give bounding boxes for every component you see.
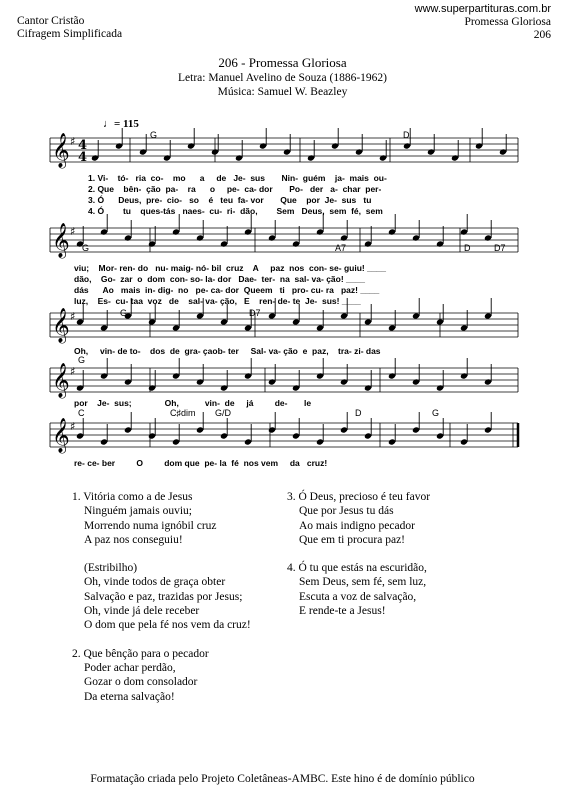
lyric-line: 2. Que bên- ção pa- ra o pe- ca- dor Po- der a- char per- <box>88 184 382 194</box>
lyric-line: luz, Es- cu- taa voz de sal- va- ção, E ren- de- te Je- sus! ____ <box>74 296 361 306</box>
treble-clef-icon: 𝄞 <box>52 363 70 398</box>
chord-symbol: D7 <box>249 308 261 318</box>
lyric-line: re- ce- ber O dom que pe- la fé nos vem da cruz! <box>74 458 328 468</box>
verses-left-column <box>72 490 251 718</box>
verse-line: Gozar o dom consolador <box>84 676 198 689</box>
verse-block <box>72 490 251 547</box>
footer-note: Formatação criada pelo Projeto Coletâneas-AMBC. Este hino é de domínio público <box>90 773 475 785</box>
chord-symbol: D7 <box>494 243 506 253</box>
lyric-line: 3. Ó Deus, pre- cio- so é teu fa- vor Que por Je- sus tu <box>88 195 372 205</box>
chord-symbol: C♯dim <box>170 408 196 418</box>
verse-line: Ao mais indigno pecador <box>299 519 415 532</box>
verse-line: Morrendo numa ignóbil cruz <box>84 519 217 532</box>
treble-clef-icon: 𝄞 <box>52 133 70 168</box>
chord-symbol: G <box>78 355 86 365</box>
sharp-icon: ♯ <box>70 310 76 323</box>
chord-symbol: D <box>403 130 410 140</box>
verse-line: Oh, vinde já dele receber <box>84 605 200 618</box>
page-title: 206 - Promessa Gloriosa <box>218 55 347 70</box>
sharp-icon: ♯ <box>70 135 76 148</box>
lyric-line: Oh, vin- de to- dos de gra- çaob- ter Sal- va- ção e paz, tra- zi- das <box>74 346 381 356</box>
treble-clef-icon: 𝄞 <box>52 223 70 258</box>
sharp-icon: ♯ <box>70 225 76 238</box>
verse-line: 2. Que bênção para o pecador <box>72 647 209 660</box>
verse-block <box>72 647 251 704</box>
verse-line: Escuta a voz de salvação, <box>299 590 417 603</box>
svg-text:4: 4 <box>78 150 88 165</box>
chord-symbol: A7 <box>335 243 347 253</box>
verse-line: E rende-te a Jesus! <box>299 605 386 618</box>
verse-line: A paz nos conseguiu! <box>84 533 183 546</box>
sharp-icon: ♯ <box>70 365 76 378</box>
lyric-line: viu; Mor- ren- do nu- maig- nó- bil cruz A paz nos con- se- guiu! ____ <box>74 263 386 273</box>
sharp-icon: ♯ <box>70 420 76 433</box>
lyric-line: por Je- sus; Oh, vin- de já de- le <box>74 398 312 408</box>
verse-block <box>72 561 251 632</box>
svg-text:4: 4 <box>78 138 88 153</box>
hymnal-name: Cantor Cristão <box>17 15 85 27</box>
chord-symbol: G <box>432 408 440 418</box>
tempo-marking: ♩= 115 <box>103 118 139 130</box>
treble-clef-icon: 𝄞 <box>52 308 70 343</box>
verse-line: 3. Ó Deus, precioso é teu favor <box>287 491 431 503</box>
verse-line: Que por Jesus tu dás <box>299 505 394 518</box>
verse-line: Salvação e paz, trazidas por Jesus; <box>84 590 243 603</box>
chord-symbol: G <box>82 243 90 253</box>
chord-symbol: G <box>120 308 128 318</box>
verse-line: 4. Ó tu que estás na escuridão, <box>287 562 427 575</box>
verse-block <box>287 490 430 547</box>
chord-symbol: D <box>355 408 362 418</box>
verse-line: Da eterna salvação! <box>84 690 175 703</box>
verses-right-column <box>287 490 430 632</box>
verse-line: 1. Vitória como a de Jesus <box>72 491 193 503</box>
header-number: 206 <box>533 29 551 41</box>
header-song-title: Promessa Gloriosa <box>464 16 551 28</box>
chord-symbol: G <box>150 130 158 140</box>
edition-name: Cifragem Simplificada <box>17 28 123 40</box>
treble-clef-icon: 𝄞 <box>52 418 70 453</box>
lyricist-credit: Letra: Manuel Avelino de Souza (1886-1962) <box>178 72 387 84</box>
lyric-line: 4. Ó tu ques-tás naes- cu- ri- dão, Sem Deus, sem fé, sem <box>88 206 383 216</box>
verse-line: Sem Deus, sem fé, sem luz, <box>299 576 427 589</box>
lyric-line: 1. Vi- tó- ria co- mo a de Je- sus Nin- guém ja- mais ou- <box>88 173 387 183</box>
verse-line: Poder achar perdão, <box>84 661 176 674</box>
verse-line: O dom que pela fé nos vem da cruz! <box>84 619 251 632</box>
verse-line: Ninguém jamais ouviu; <box>84 505 192 518</box>
chord-symbol: D <box>464 243 471 253</box>
verse-line: (Estribilho) <box>84 562 138 575</box>
lyric-line: dás Ao mais in- dig- no pe- ca- dor Queem ti pro- cu- ra paz! ____ <box>74 285 380 295</box>
chord-symbol: C <box>78 408 85 418</box>
lyric-line: dão, Go- zar o dom con- so- la- dor Dae- ter- na sal- va- ção! ____ <box>74 274 365 284</box>
verse-block <box>287 561 430 618</box>
chord-symbol: G/D <box>215 408 232 418</box>
verse-line: Oh, vinde todos de graça obter <box>84 576 226 589</box>
composer-credit: Música: Samuel W. Beazley <box>217 86 348 98</box>
site-url: www.superpartituras.com.br <box>414 3 551 15</box>
verse-line: Que em ti procura paz! <box>299 533 406 546</box>
